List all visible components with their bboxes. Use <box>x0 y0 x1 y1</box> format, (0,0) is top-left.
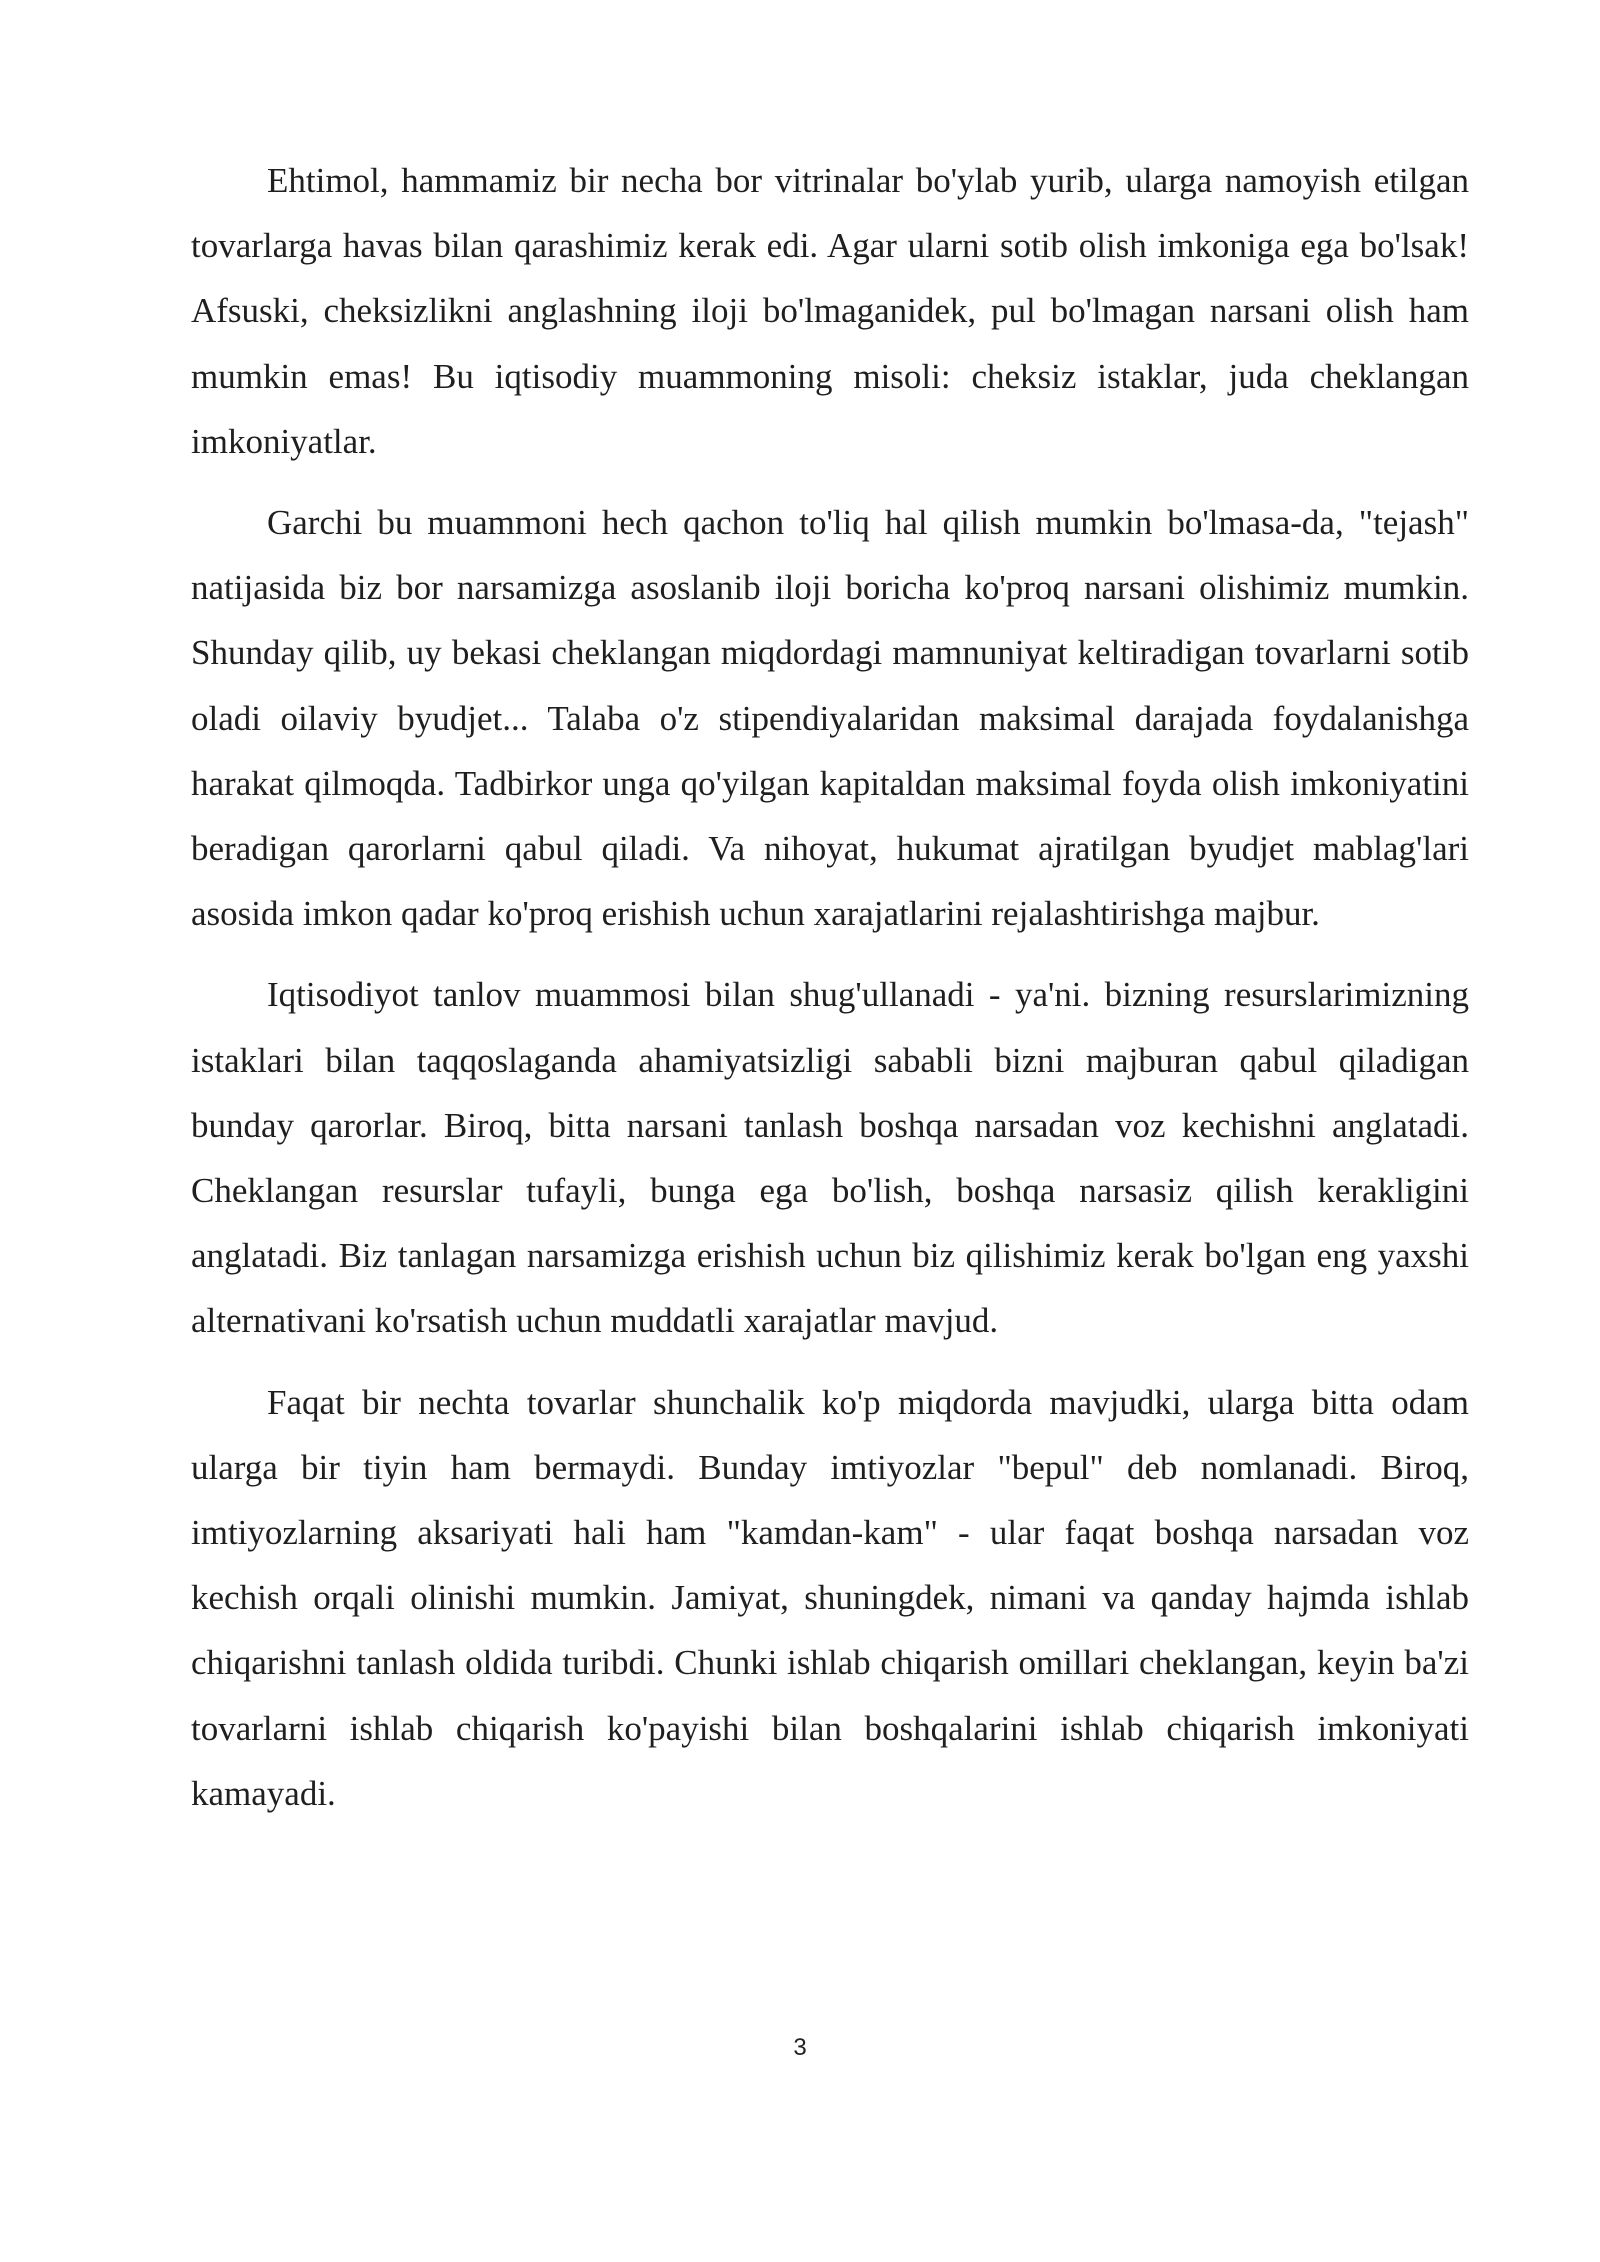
paragraph-1: Ehtimol, hammamiz bir necha bor vitrinalar bo'ylab yurib, ularga namoyish etilgan tovarlarga havas bilan qarashimiz kerak edi. Agar ularni sotib olish imkoniga ega bo'lsak! Afsuski, cheksizlikni anglashning iloji bo'lmaganidek, pul bo'lmagan narsani olish ham mumkin emas! Bu iqtisodiy muammoning misoli: cheksiz istaklar, juda cheklangan imkoniyatlar. <box>191 161 1469 461</box>
body-text <box>191 148 1469 1842</box>
paragraph-4: Faqat bir nechta tovarlar shunchalik ko'p miqdorda mavjudki, ularga bitta odam ularga bir tiyin ham bermaydi. Bunday imtiyozlar "bepul" deb nomlanadi. Biroq, imtiyozlarning aksariyati hali ham "kamdan-kam" - ular faqat boshqa narsadan voz kechish orqali olinishi mumkin. Jamiyat, shuningdek, nimani va qanday hajmda ishlab chiqarishni tanlash oldida turibdi. Chunki ishlab chiqarish omillari cheklangan, keyin ba'zi tovarlarni ishlab chiqarish ko'payishi bilan boshqalarini ishlab chiqarish imkoniyati kamayadi. <box>191 1382 1469 1813</box>
paragraph-3: Iqtisodiyot tanlov muammosi bilan shug'ullanadi - ya'ni. bizning resurslarimizning istaklari bilan taqqoslaganda ahamiyatsizligi sababli bizni majburan qabul qiladigan bunday qarorlar. Biroq, bitta narsani tanlash boshqa narsadan voz kechishni anglatadi. Cheklangan resurslar tufayli, bunga ega bo'lish, boshqa narsasiz qilish kerakligini anglatadi. Biz tanlagan narsamizga erishish uchun biz qilishimiz kerak bo'lgan eng yaxshi alternativani ko'rsatish uchun muddatli xarajatlar mavjud. <box>191 975 1469 1341</box>
page-number: 3 <box>793 2034 807 2061</box>
paragraph-2: Garchi bu muammoni hech qachon to'liq hal qilish mumkin bo'lmasa-da, "tejash" natijasida biz bor narsamizga asoslanib iloji boricha ko'proq narsani olishimiz mumkin. Shunday qilib, uy bekasi cheklangan miqdordagi mamnuniyat keltiradigan tovarlarni sotib oladi oilaviy byudjet... Talaba o'z stipendiyalaridan maksimal darajada foydalanishga harakat qilmoqda. Tadbirkor unga qo'yilgan kapitaldan maksimal foyda olish imkoniyatini beradigan qarorlarni qabul qiladi. Va nihoyat, hukumat ajratilgan byudjet mablag'lari asosida imkon qadar ko'proq erishish uchun xarajatlarini rejalashtirishga majbur. <box>191 503 1469 934</box>
